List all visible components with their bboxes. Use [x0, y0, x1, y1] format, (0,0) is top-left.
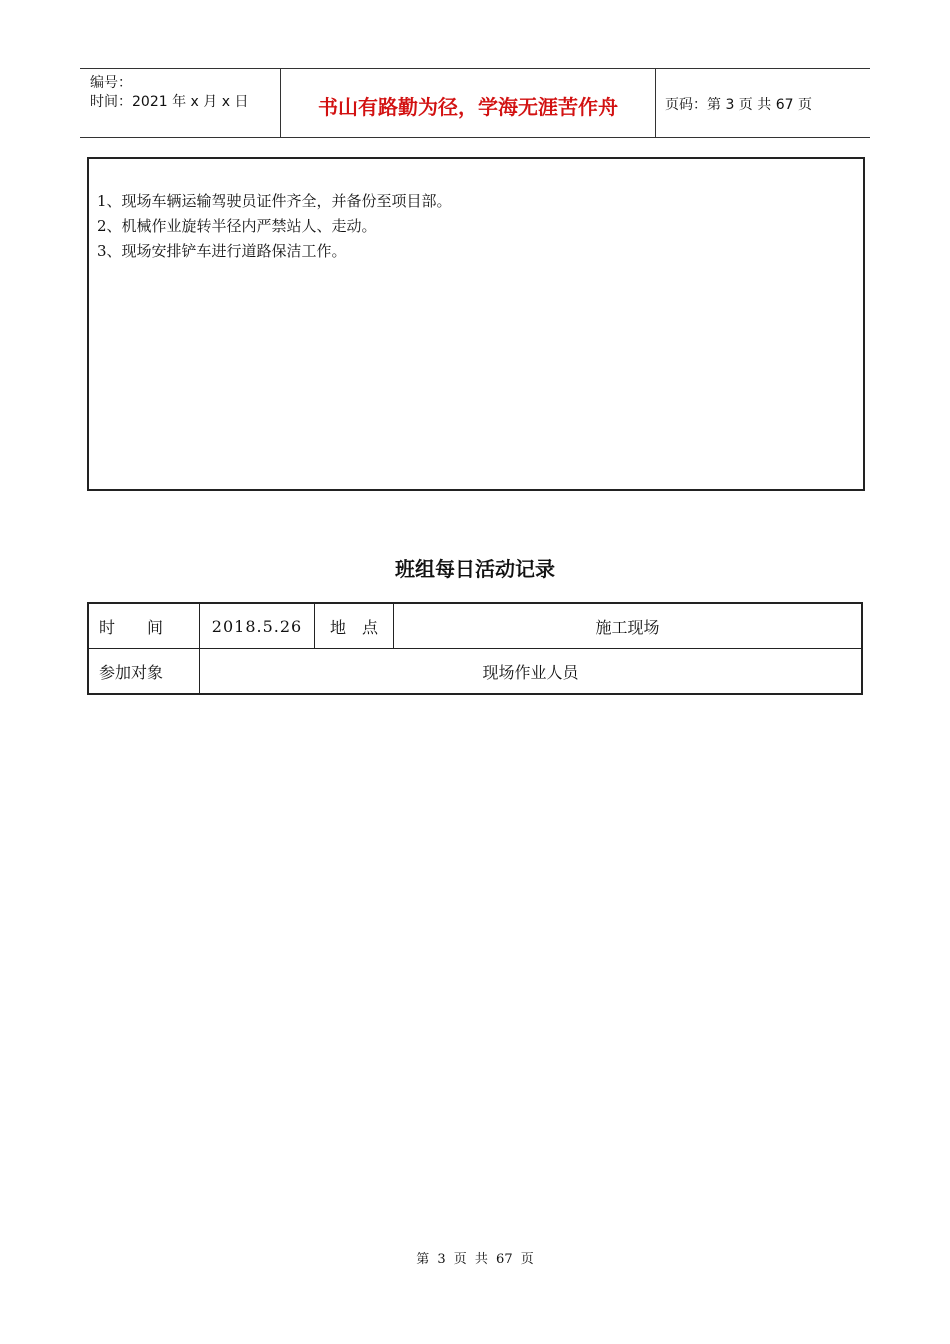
participants-cell: 现场作业人员	[200, 649, 863, 695]
date-cell: 2018.5.26	[200, 603, 315, 649]
header-page-cell	[655, 69, 870, 137]
participants-label-cell: 参加对象	[88, 649, 200, 695]
place-cell: 施工现场	[394, 603, 863, 649]
page-footer: 第 3 页 共 67 页	[416, 1252, 534, 1267]
motto: 书山有路勤为径，学海无涯苦作舟	[318, 95, 618, 119]
serial-label: 编号：	[90, 75, 132, 91]
notes-list	[97, 189, 452, 264]
header-meta	[80, 69, 280, 137]
note-item: 3、现场安排铲车进行道路保洁工作。	[97, 242, 347, 260]
time-label-cell: 时 间	[88, 603, 200, 649]
time-label: 时间：2021 年 x 月 x 日	[90, 94, 249, 110]
notes-box	[87, 157, 865, 491]
table-row	[88, 649, 862, 695]
place-label-cell: 地 点	[315, 603, 394, 649]
page-header	[80, 68, 870, 138]
page-info: 页码：第 3 页 共 67 页	[665, 97, 812, 113]
activity-record-table	[87, 602, 863, 695]
table-row	[88, 603, 862, 649]
section-title: 班组每日活动记录	[395, 557, 555, 581]
note-item: 1、现场车辆运输驾驶员证件齐全，并备份至项目部。	[97, 192, 452, 210]
header-motto-cell	[280, 69, 656, 137]
note-item: 2、机械作业旋转半径内严禁站人、走动。	[97, 217, 377, 235]
